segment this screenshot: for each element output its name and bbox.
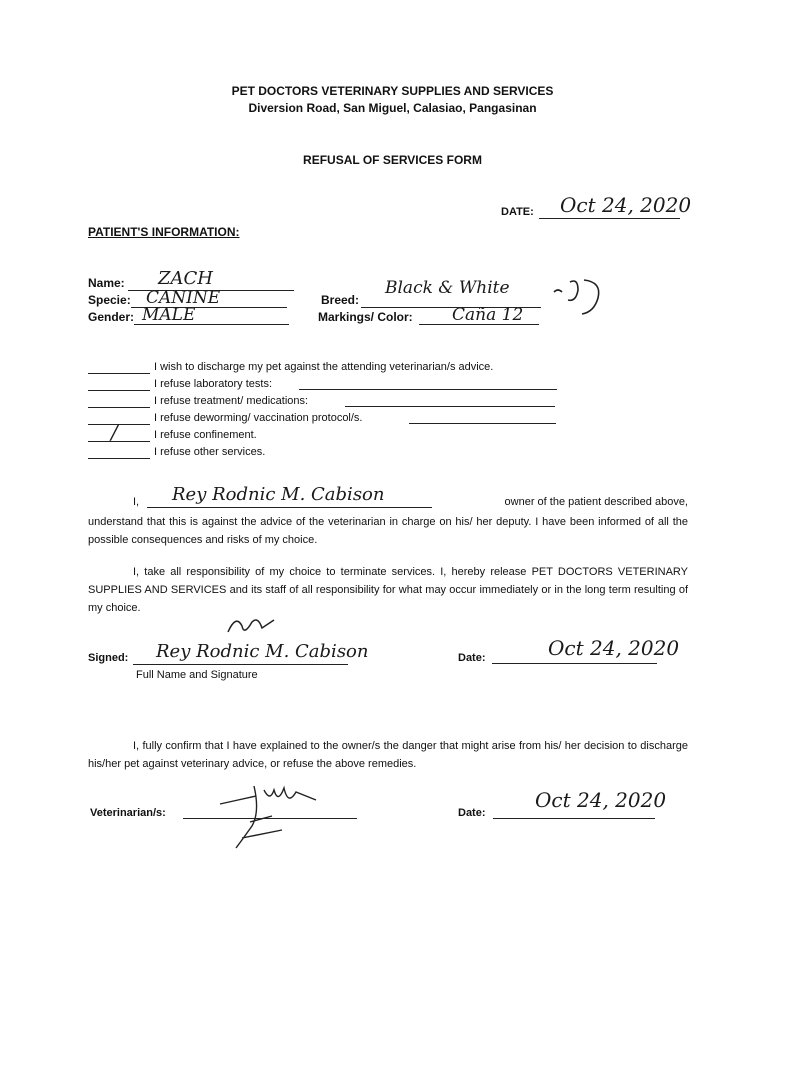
gender-value: MALE [142,305,196,325]
form-title: REFUSAL OF SERVICES FORM [303,153,482,167]
name-value: ZACH [158,268,213,289]
markings-label: Markings/ Color: [318,310,413,324]
statement1-suffix: owner of the patient described above, [504,496,688,508]
org-name: PET DOCTORS VETERINARY SUPPLIES AND SERVICES [231,84,554,98]
option-label: I refuse laboratory tests: [154,378,272,390]
veterinarian-signature [212,782,328,854]
statement1-prefix: I, [133,496,140,508]
breed-label: Breed: [321,293,360,307]
owner-date-value: Oct 24, 2020 [548,636,680,660]
option-label: I refuse deworming/ vaccination protocol/s. [154,412,363,424]
name-label: Name: [88,276,125,290]
option-label: I refuse confinement. [154,429,257,441]
signed-line [133,664,348,665]
owner-initial-scribble [222,612,282,642]
date-label: DATE: [501,206,534,218]
owner-date-line [492,663,657,664]
option-blank[interactable] [88,390,150,391]
option-blank[interactable] [88,458,150,459]
org-address: Diversion Road, San Miguel, Calasiao, Pangasinan [248,101,537,115]
signed-label: Signed: [88,652,129,664]
option-detail-line[interactable] [299,389,557,390]
markings-value: Caña 12 [452,305,524,325]
option-label: I wish to discharge my pet against the attending veterinarian/s advice. [154,361,494,373]
owner-name-value: Rey Rodnic M. Cabison [172,484,385,505]
breed-value: Black & White [385,278,510,298]
vet-date-label: Date: [458,807,486,819]
option-label: I refuse treatment/ medications: [154,395,309,407]
date-value: Oct 24, 2020 [560,193,692,217]
owner-signature-value: Rey Rodnic M. Cabison [156,641,369,662]
signature-caption: Full Name and Signature [136,669,258,681]
option-check-mark: / [111,420,118,444]
option-detail-line[interactable] [409,423,556,424]
option-blank[interactable] [88,373,150,374]
gender-label: Gender: [88,310,135,324]
confirmation-text: I, fully confirm that I have explained to the owner/s the danger that might arise from his/ her decision to discharge his/her pet against veterinary advice, or refuse the above remedies. [88,740,688,770]
option-blank[interactable] [88,424,150,425]
date-line [539,218,680,219]
option-blank[interactable] [88,441,150,442]
vet-date-line [493,818,655,819]
statement2: I, take all responsibility of my choice to terminate services. I, hereby release PET DOCTORS VETERINARY SUPPLIES AND SERVICES and its staff of all responsibility for what may occur immediately or in the long term resulting of my choice. [88,566,688,614]
vet-date-value: Oct 24, 2020 [535,788,667,812]
option-blank[interactable] [88,407,150,408]
owner-name-line [147,507,432,508]
specie-label: Specie: [88,293,131,307]
option-detail-line[interactable] [345,406,555,407]
patient-info-heading: PATIENT'S INFORMATION: [88,225,240,239]
owner-date-label: Date: [458,652,486,664]
breed-scribble [548,274,608,320]
statement1-body: understand that this is against the advice of the veterinarian in charge on his/ her deputy. I have been informed of all the possible consequences and risks of my choice. [88,516,688,546]
specie-value: CANINE [146,288,221,308]
veterinarian-label: Veterinarian/s: [90,807,166,819]
option-label: I refuse other services. [154,446,266,458]
